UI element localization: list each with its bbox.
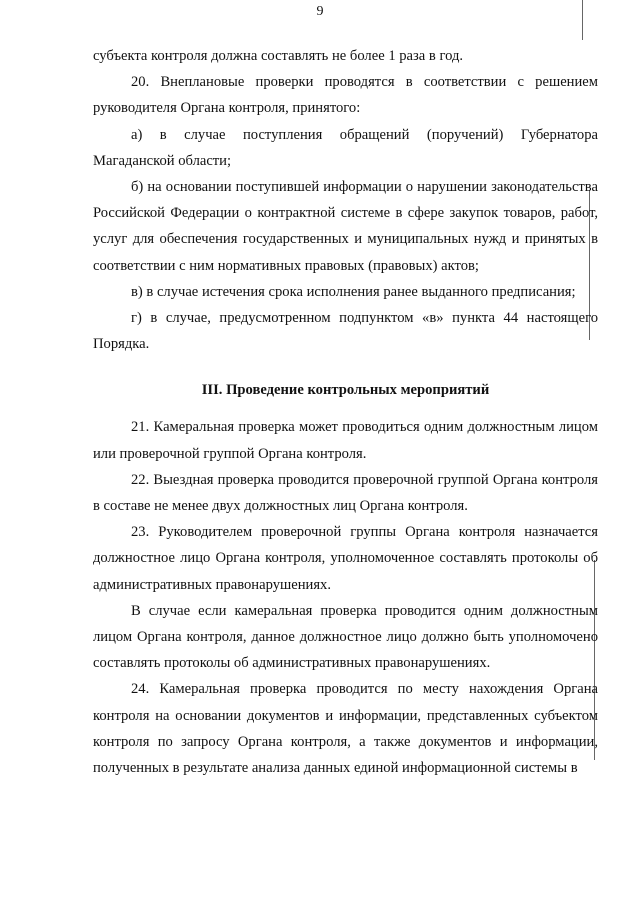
paragraph: 22. Выездная проверка проводится проверочной группой Органа контроля в составе не менее двух должностных лиц Органа контроля.	[93, 471, 598, 515]
paragraph: В случае если камеральная проверка проводится одним должностным лицом Органа контроля, данное должностное лицо должно быть уполномочено составлять протоколы об административных правонарушениях.	[93, 602, 598, 672]
page-number: 9	[316, 4, 324, 19]
paragraph: 24. Камеральная проверка проводится по месту нахождения Органа контроля на основании документов и информации, представленных субъектом контроля по запросу Органа контроля, а также документов и информации, полученных в результате анализа данных единой информационной системы в	[93, 681, 598, 777]
paragraph: в) в случае истечения срока исполнения ранее выданного предписания;	[131, 283, 576, 300]
document-body	[93, 43, 598, 781]
paragraph: а) в случае поступления обращений (поручений) Губернатора Магаданской области;	[93, 126, 598, 169]
paragraph: г) в случае, предусмотренном подпунктом «в» пункта 44 настоящего Порядка.	[93, 310, 598, 353]
paragraph: 21. Камеральная проверка может проводиться одним должностным лицом или проверочной группой Органа контроля.	[93, 419, 598, 462]
paragraph: 23. Руководителем проверочной группы Органа контроля назначается должностное лицо Органа контроля, уполномоченное составлять протоколы об административных правонарушениях.	[93, 524, 598, 593]
paragraph: субъекта контроля должна составлять не более 1 раза в год.	[93, 48, 464, 64]
section-heading: III. Проведение контрольных мероприятий	[201, 382, 490, 399]
paragraph: б) на основании поступившей информации о нарушении законодательства Российской Федерации о контрактной системе в сфере закупок товаров, работ, услуг для обеспечения государственных и муниципальных нужд и принятых в соответствии с ним нормативных правовых (правовых) актов;	[93, 179, 598, 274]
paragraph: 20. Внеплановые проверки проводятся в соответствии с решением руководителя Органа контроля, принятого:	[93, 74, 598, 117]
